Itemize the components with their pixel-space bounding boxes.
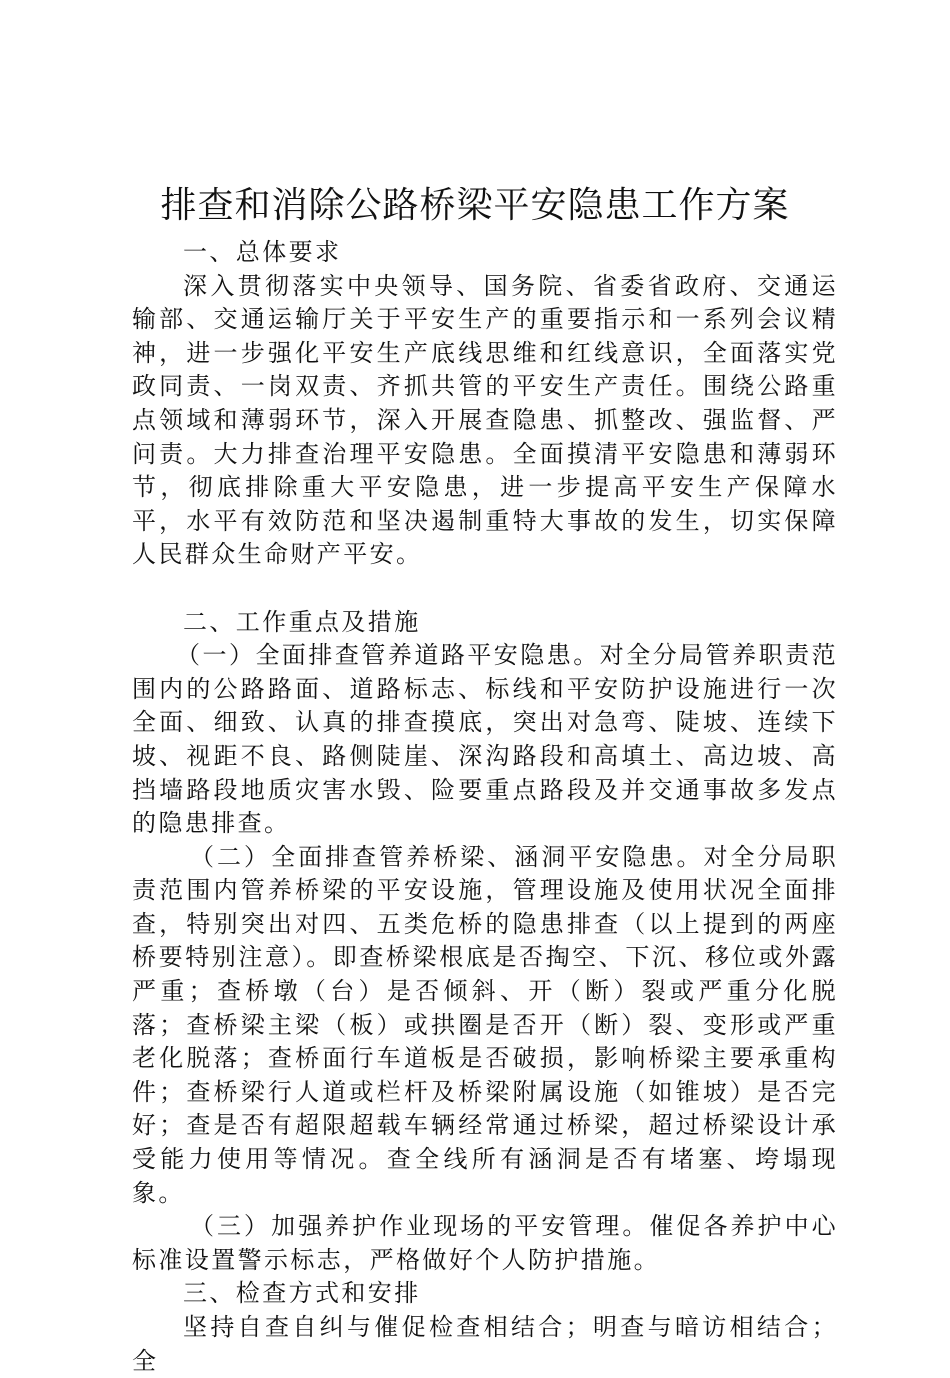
paragraph-item-bridge-hazards: （二）全面排查管养桥梁、涵洞平安隐患。对全分局职责范围内管养桥梁的平安设施，管理设施及使用状况全面排查，特别突出对四、五类危桥的隐患排查（以上提到的两座桥要特别注意）。即查桥梁根底是否掏空、下沉、移位或外露严重；查桥墩（台）是否倾斜、开（断）裂或严重分化脱落；查桥梁主梁（板）或拱圈是否开（断）裂、变形或严重老化脱落；查桥面行车道板是否破损，影响桥梁主要承重构件；查桥梁行人道或栏杆及桥梁附属设施（如锥坡）是否完好；查是否有超限超载车辆经常通过桥梁，超过桥梁设计承受能力使用等情况。查全线所有涵洞是否有堵塞、垮塌现象。	[132, 842, 838, 1207]
document-body	[132, 236, 838, 1378]
section-heading-inspection-method: 三、检查方式和安排	[183, 1279, 421, 1308]
paragraph-item-road-hazards: （一）全面排查管养道路平安隐患。对全分局管养职责范围内的公路路面、道路标志、标线和平安防护设施进行一次全面、细致、认真的排查摸底，突出对急弯、陡坡、连续下坡、视距不良、路侧陡崖、深沟路段和高填土、高边坡、高挡墙路段地质灾害水毁、险要重点路段及并交通事故多发点的隐患排查。	[132, 641, 838, 838]
paragraph-gap	[132, 572, 838, 606]
document-title: 排查和消除公路桥梁平安隐患工作方案	[160, 185, 790, 226]
section-heading-work-focus: 二、工作重点及措施	[183, 607, 421, 636]
paragraph-general-requirements: 深入贯彻落实中央领导、国务院、省委省政府、交通运输部、交通运输厅关于平安生产的重要指示和一系列会议精神，进一步强化平安生产底线思维和红线意识，全面落实党政同责、一岗双责、齐抓共管的平安生产责任。围绕公路重点领域和薄弱环节，深入开展查隐患、抓整改、强监督、严问责。大力排查治理平安隐患。全面摸清平安隐患和薄弱环节，彻底排除重大平安隐患，进一步提高平安生产保障水平，水平有效防范和坚决遏制重特大事故的发生，切实保障人民群众生命财产平安。	[132, 271, 838, 569]
paragraph-inspection-method: 坚持自查自纠与催促检查相结合；明查与暗访相结合；全	[132, 1313, 838, 1375]
section-heading-general-requirements: 一、总体要求	[183, 238, 342, 266]
paragraph-item-work-site-safety: （三）加强养护作业现场的平安管理。催促各养护中心标准设置警示标志，严格做好个人防护措施。	[132, 1212, 838, 1274]
